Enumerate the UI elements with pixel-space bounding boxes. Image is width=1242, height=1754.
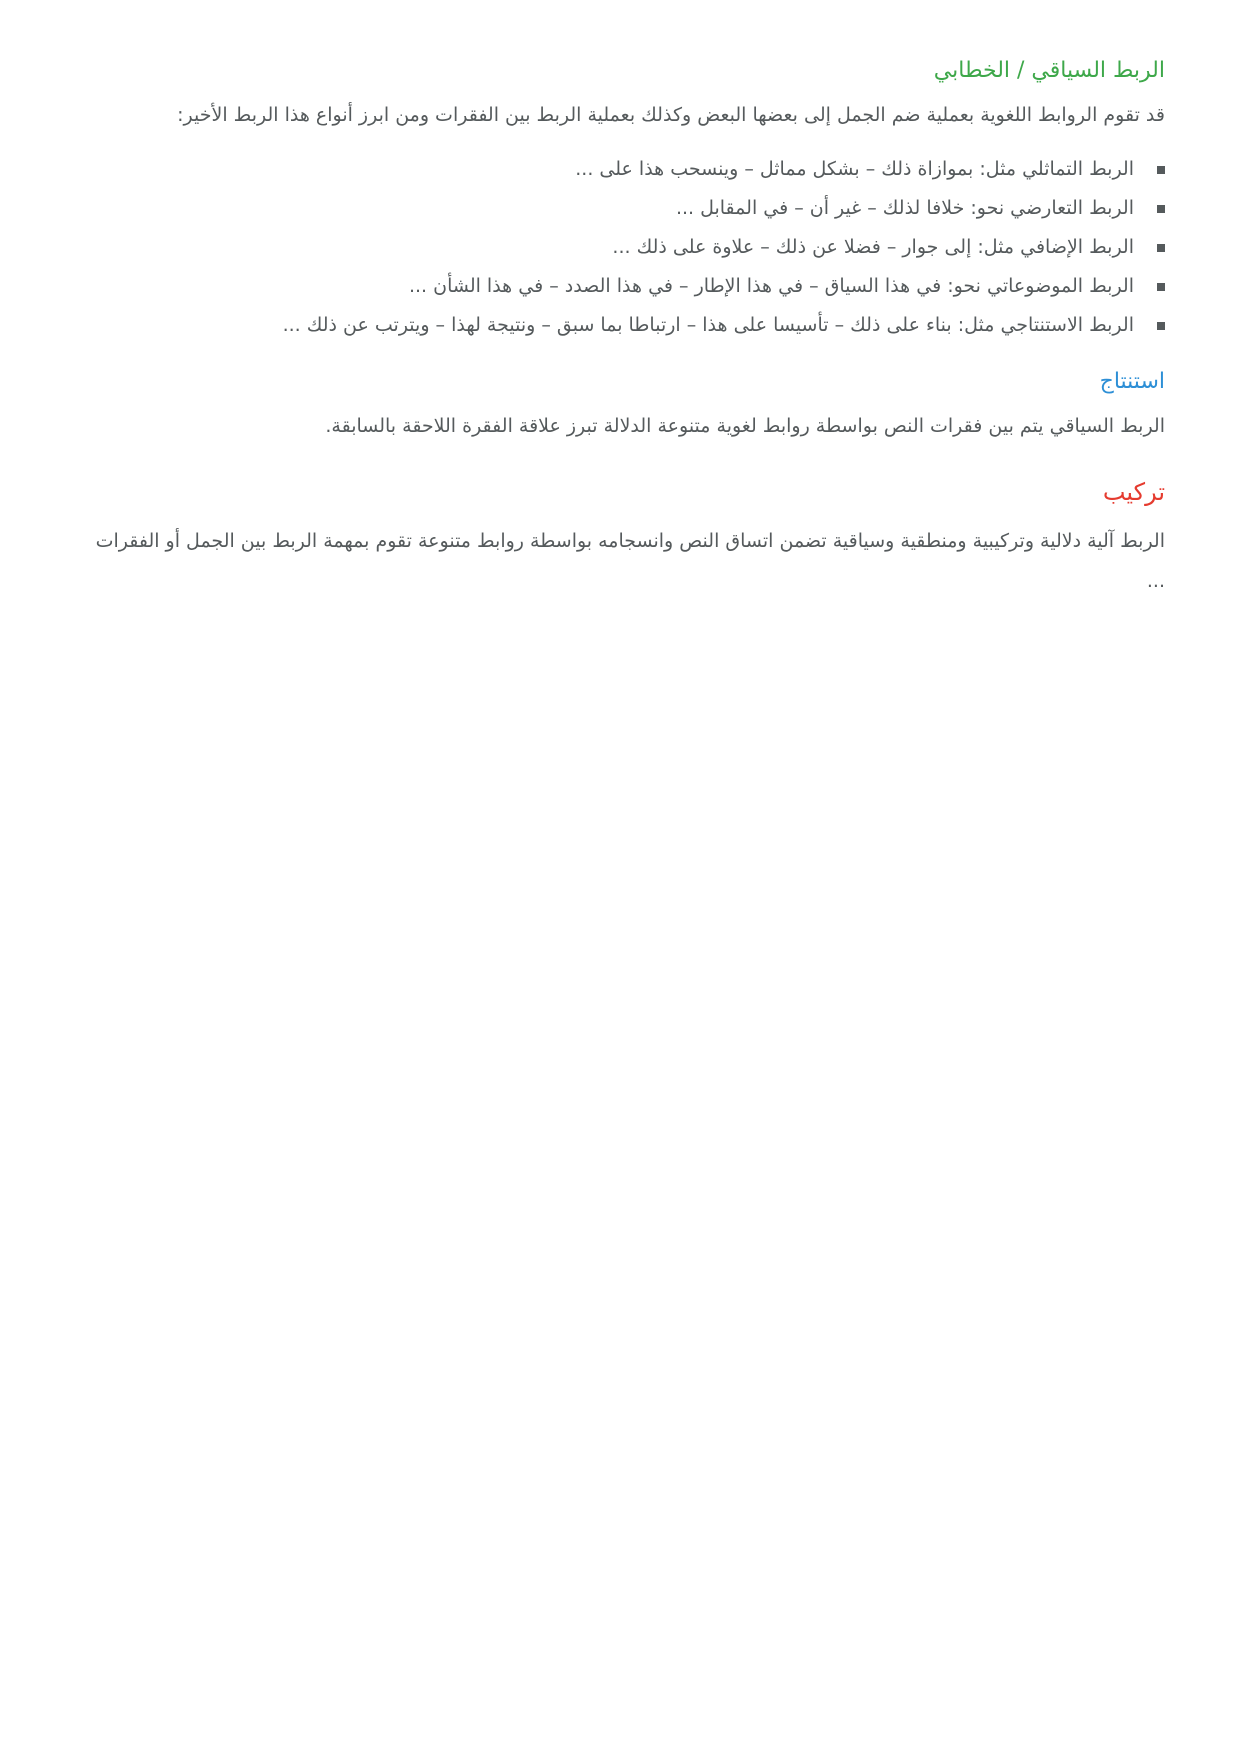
list-item-text: الربط الإضافي مثل: إلى جوار – فضلا عن ذلك – علاوة على ذلك ...: [612, 236, 1134, 258]
synthesis-paragraph: الربط آلية دلالية وتركيبية ومنطقية وسياقية تضمن اتساق النص وانسجامه بواسطة روابط متنوعة تقوم بمهمة الربط بين الجمل أو الفقرات ...: [95, 530, 1165, 592]
document-content: [80, 54, 1165, 601]
conclusion-heading: استنتاج: [1099, 369, 1165, 394]
section-heading-contextual-linking: الربط السياقي / الخطابي: [933, 58, 1165, 83]
square-bullet-icon: [1157, 322, 1165, 330]
list-item: [80, 306, 1134, 345]
square-bullet-icon: [1157, 244, 1165, 252]
list-item: [80, 150, 1134, 189]
intro-paragraph: قد تقوم الروابط اللغوية بعملية ضم الجمل إلى بعضها البعض وكذلك بعملية الربط بين الفقرات ومن ابرز أنواع هذا الربط الأخير:: [177, 104, 1165, 126]
synthesis-heading: تركيب: [1102, 478, 1165, 506]
list-item-text: الربط التماثلي مثل: بموازاة ذلك – بشكل مماثل – وينسحب هذا على ...: [575, 158, 1134, 180]
conclusion-paragraph: الربط السياقي يتم بين فقرات النص بواسطة روابط لغوية متنوعة الدلالة تبرز علاقة الفقرة اللاحقة بالسابقة.: [325, 415, 1165, 437]
linking-types-list: [80, 150, 1165, 345]
list-item-text: الربط الموضوعاتي نحو: في هذا السياق – في هذا الإطار – في هذا الصدد – في هذا الشأن ...: [408, 275, 1134, 297]
list-item: [80, 228, 1134, 267]
list-item-text: الربط التعارضي نحو: خلافا لذلك – غير أن – في المقابل ...: [675, 197, 1134, 219]
list-item: [80, 189, 1134, 228]
list-item: [80, 267, 1134, 306]
list-item-text: الربط الاستنتاجي مثل: بناء على ذلك – تأسيسا على هذا – ارتباطا بما سبق – ونتيجة لهذا – ويترتب عن ذلك ...: [282, 314, 1134, 336]
square-bullet-icon: [1157, 283, 1165, 291]
square-bullet-icon: [1157, 205, 1165, 213]
square-bullet-icon: [1157, 166, 1165, 174]
